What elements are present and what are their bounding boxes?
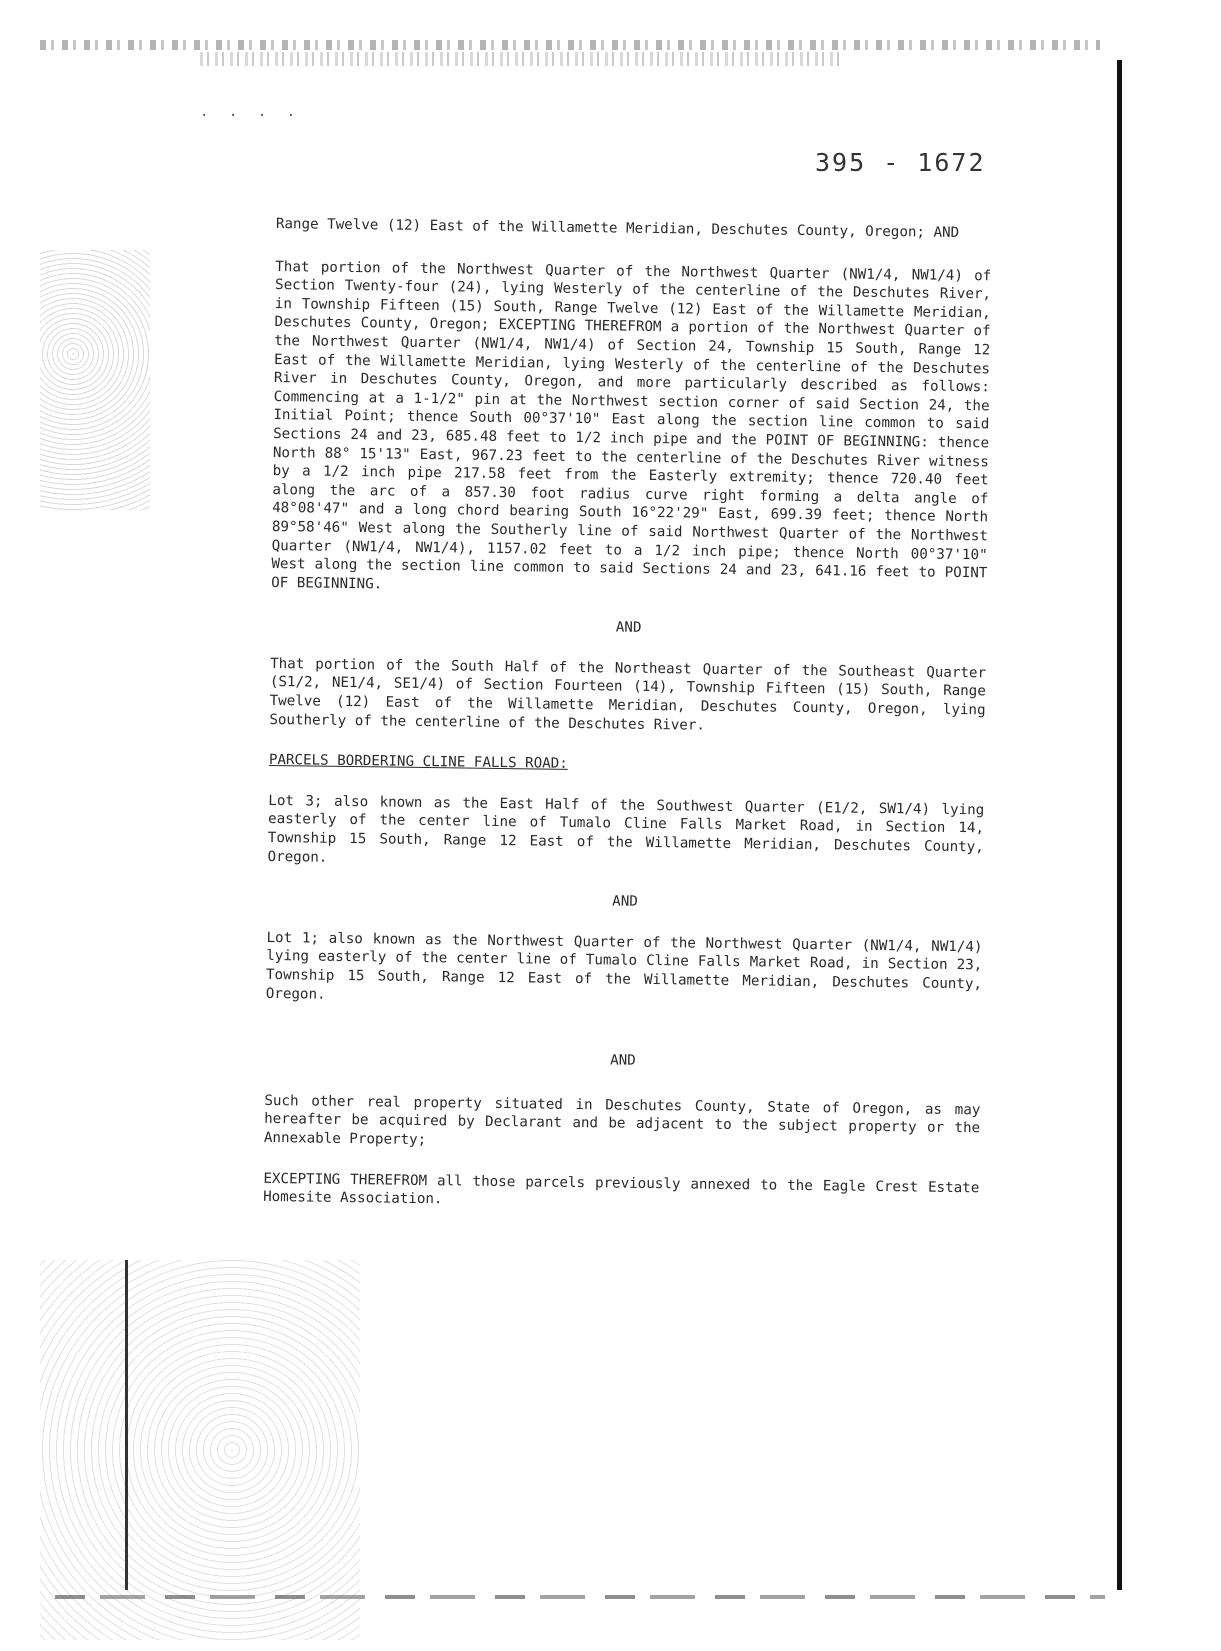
range-line-paragraph: Range Twelve (12) East of the Willamette Meridian, Deschutes County, Oregon; AND (275, 215, 960, 241)
scan-artifact-bottom (55, 1595, 1105, 1599)
lot3-paragraph: Lot 3; also known as the East Half of the Southwest Quarter (E1/2, SW1/4) lying easterly of the center line of Tumalo Cline Falls Market Road, in Section 14, Township 15 South, Range 12 East of the Willamette Meridian, Deschutes County, Oregon. (267, 792, 985, 866)
south-half-paragraph: That portion of the South Half of the Northeast Quarter of the Southeast Quarter (S1/2, NE1/4, SE1/4) of Section Fourteen (14), Township Fifteen (15) South, Range Twelve (12) East of the Willamette Meridian, Deschutes County, Oregon, lying Southerly of the centerline of the Deschutes River. (269, 655, 987, 734)
nw-quarter-paragraph: That portion of the Northwest Quarter of the Northwest Quarter (NW1/4, NW1/4) of Section Twenty-four (24), lying Westerly of the centerline of the Deschutes River, in Township Fifteen (15) South, Range Twelve (12) East of the Willamette Meridian, Deschutes County, Oregon; EXCEPTING THEREFROM a portion of the Northwest Quarter of the Northwest Quarter (NW1/4, NW1/4) of Section 24, Township 15 South, Range 12 East of the Willamette Meridian, lying Westerly of the centerline of the Deschutes River in Deschutes County, Oregon, and more particularly described as follows: Commencing at a 1-1/2" pin at the Northwest section corner of said Section 24, the Initial Point; thence South 00°37'10" East along the section line common to said Sections 24 and 23, 685.48 feet to 1/2 inch pipe and the POINT OF BEGINNING: thence North 88° 15'13" East, 967.23 feet to the centerline of the Deschutes River witness by a 1/2 inch pipe 217.58 feet from the Easterly extremity; thence 720.40 feet along the arc of a 857.30 foot radius curve right forming a delta angle of 48°08'47" and a long chord bearing South 16°22'29" East, 699.39 feet; thence North 89°58'46" West along the Southerly line of said Northwest Quarter of the Northwest Quarter (NW1/4, NW1/4), 1157.02 feet to a 1/2 inch pipe; thence North 00°37'10" West along the section line common to said Sections 24 and 23, 641.16 feet to POINT OF BEGINNING. (271, 258, 992, 593)
scan-artifact-top-noise (200, 52, 840, 66)
document-body (263, 215, 992, 1238)
scan-artifact-right-border (1117, 60, 1122, 1590)
excepting-paragraph: EXCEPTING THEREFROM all those parcels previously annexed to the Eagle Crest Estate Homesite Association. (263, 1170, 980, 1208)
scan-artifact-bottom-left (40, 1260, 360, 1640)
lot1-paragraph: Lot 1; also known as the Northwest Quarter of the Northwest Quarter (NW1/4, NW1/4) lying easterly of the center line of Tumalo Cline Falls Market Road, in Section 23, Township 15 South, Range 12 East of the Willamette Meridian, Deschutes County, Oregon. (265, 929, 983, 1003)
scan-artifact-top (40, 40, 1100, 50)
other-property-paragraph: Such other real property situated in Deschutes County, State of Oregon, as may hereafter be acquired by Declarant and be adjacent to the subject property or the Annexable Property; (263, 1092, 981, 1149)
scan-artifact-left-line (125, 1260, 128, 1590)
and-separator: AND (615, 619, 642, 637)
scan-artifact-dots: · · · · (200, 108, 302, 124)
and-separator: AND (612, 893, 638, 911)
page-number: 395 - 1672 (815, 148, 986, 177)
and-separator: AND (610, 1052, 636, 1069)
section-heading: PARCELS BORDERING CLINE FALLS ROAD: (268, 752, 568, 773)
scan-artifact-left (40, 250, 150, 510)
